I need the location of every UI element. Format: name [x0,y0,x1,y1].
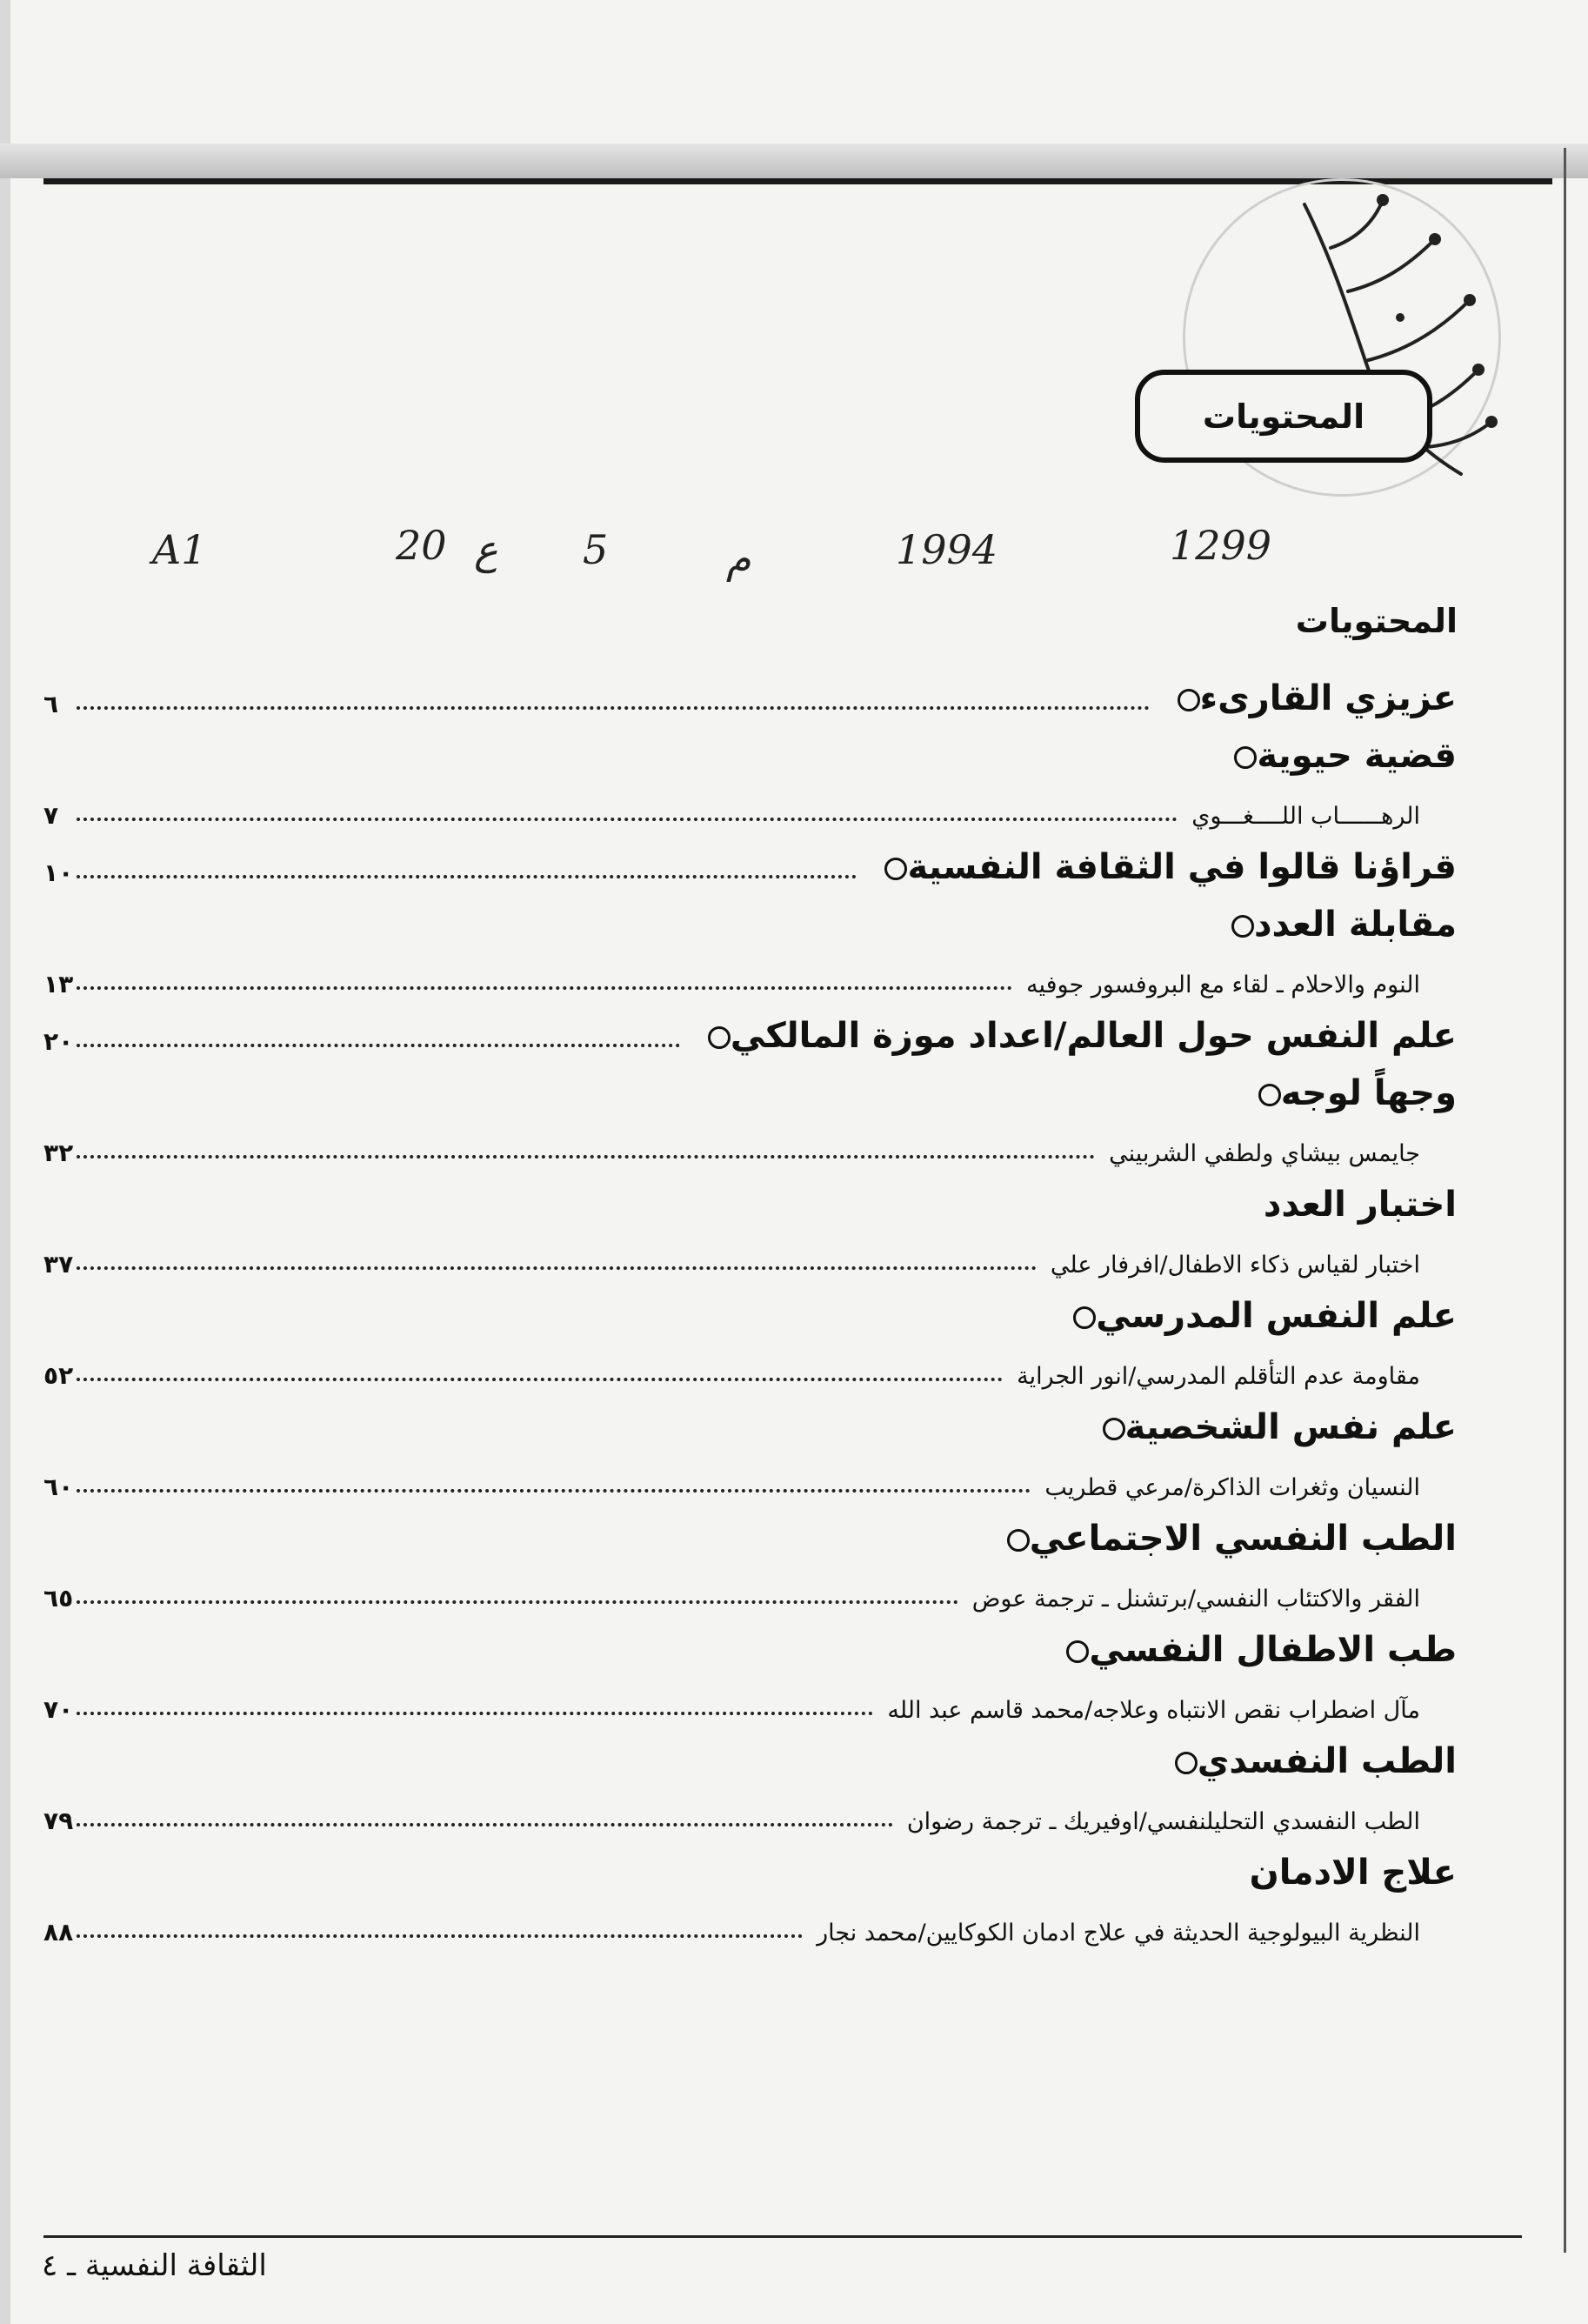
entry-label: جايمس بيشاي ولطفي الشربيني [1109,1140,1420,1167]
handwritten-letter: ع [474,526,498,573]
toc-category [43,1835,1457,1893]
toc-category [43,1167,1457,1225]
entry-label: الرهــــــاب اللــــغـــوي [1191,803,1420,830]
toc-article [43,1559,1457,1613]
entry-label: الطب النفسدي [1197,1741,1457,1781]
page-number: ٨٨ [43,1918,74,1947]
toc-category [43,887,1457,945]
category-title [694,1016,1457,1056]
dot-leader [77,1933,803,1938]
dot-leader [77,1822,893,1826]
article-title [887,1697,1420,1724]
circle-bullet-icon [1258,1084,1281,1106]
toc-article [43,1225,1457,1279]
category-title [1161,1741,1457,1781]
page-number: ٦ [43,690,59,718]
toc-article [43,1670,1457,1724]
toc-article [43,776,1457,830]
page-number: ٣٢ [43,1139,74,1167]
entry-label: عزيزي القارىء [1199,678,1457,718]
entry-label: وجهاً لوجه [1280,1073,1457,1113]
entry-label: علم نفس الشخصية [1124,1407,1457,1447]
handwritten-month: م [726,535,751,582]
dot-leader [77,1711,873,1715]
page-number: ٥٢ [43,1361,74,1390]
entry-label: النسيان وثغرات الذاكرة/مرعي قطريب [1044,1474,1420,1501]
page-footer: الثقافة النفسية ـ ٤ [42,2248,267,2283]
toc-category [43,998,1457,1056]
entry-label: علم النفس حول العالم/اعداد موزة المالكي [730,1016,1457,1056]
handwritten-year: 1994 [896,526,998,573]
page-number: ٧ [43,801,59,830]
category-title [1052,1630,1457,1670]
article-title [1017,1363,1420,1390]
article-title [1191,803,1420,830]
entry-label: الطب النفسدي التحليلنفسي/اوفيريك ـ ترجمة رضوان [906,1808,1420,1835]
toc-category [43,1613,1457,1670]
dot-leader [77,1266,1037,1270]
contents-box-title: المحتويات [1202,397,1365,436]
entry-label: علم النفس المدرسي [1096,1296,1457,1336]
dot-leader [77,705,1150,710]
toc-article [43,945,1457,998]
entry-label: النظرية البيولوجية الحديثة في علاج ادمان الكوكايين/محمد نجار [817,1920,1420,1947]
entry-label: مآل اضطراب نقص الانتباه وعلاجه/محمد قاسم عبد الله [887,1697,1420,1724]
toc-category [43,718,1457,776]
circle-bullet-icon [884,858,907,880]
page-number: ١٣ [43,970,74,998]
entry-label: قضية حيوية [1257,736,1457,776]
article-title [1026,972,1420,998]
entry-label: النوم والاحلام ـ لقاء مع البروفسور جوفيه [1025,972,1420,998]
category-title [1264,1185,1457,1225]
page-number: ٧٠ [43,1695,74,1724]
category-title [1244,1073,1457,1113]
dot-leader [77,874,857,878]
entry-label: مقابلة العدد [1253,905,1457,945]
category-title [871,847,1457,887]
toc-category [43,661,1457,718]
toc-article [43,1113,1457,1167]
toc-category [43,1501,1457,1559]
toc-category [43,830,1457,887]
circle-bullet-icon [1178,689,1200,711]
entry-label: الطب النفسي الاجتماعي [1029,1519,1457,1559]
page-number: ٣٧ [43,1250,74,1279]
circle-bullet-icon [1175,1752,1198,1774]
footer-rule [43,2235,1522,2238]
right-rule [1564,148,1566,2253]
dot-leader [77,1154,1095,1159]
toc-article [43,1893,1457,1947]
dot-leader [77,1599,958,1604]
toc-article [43,1336,1457,1390]
entry-label: مقاومة عدم التأقلم المدرسي/انور الجراية [1017,1363,1420,1390]
entry-label: الفقر والاكتئاب النفسي/برتشنل ـ ترجمة عوض [971,1586,1420,1613]
entry-label: علاج الادمان [1249,1853,1457,1893]
table-of-contents [43,661,1457,1947]
circle-bullet-icon [1073,1306,1096,1329]
article-title [972,1586,1420,1613]
dot-leader [77,985,1012,990]
category-title [1220,736,1457,776]
handwritten-code: A1 [152,526,207,573]
article-title [1051,1252,1420,1279]
toc-article [43,1781,1457,1835]
dot-leader [77,817,1178,821]
page-number: ١٠ [43,858,74,887]
page-number: ٧٩ [43,1806,74,1835]
article-title [907,1808,1420,1835]
page-number: ٦٠ [43,1473,74,1501]
toc-category [43,1724,1457,1781]
circle-bullet-icon [708,1026,731,1049]
section-title: المحتويات [1295,602,1458,640]
page-number: ٢٠ [43,1027,74,1056]
circle-bullet-icon [1066,1640,1089,1663]
entry-label: اختبار العدد [1263,1185,1457,1225]
handwritten-number: 20 [396,522,447,569]
article-title [1109,1140,1420,1167]
handwritten-hijri: 1299 [1170,522,1272,569]
article-title [1044,1474,1420,1501]
entry-label: اختبار لقياس ذكاء الاطفال/افرفار علي [1050,1252,1420,1279]
page-number: ٦٥ [43,1584,74,1613]
dot-leader [77,1043,680,1047]
category-title [1218,905,1457,945]
toc-article [43,1447,1457,1501]
circle-bullet-icon [1234,746,1257,769]
circle-bullet-icon [1007,1529,1030,1552]
toc-category [43,1279,1457,1336]
article-title [817,1920,1420,1947]
category-title [993,1519,1457,1559]
entry-label: طب الاطفال النفسي [1089,1630,1457,1670]
category-title [1089,1407,1457,1447]
left-margin-shadow [0,0,10,2324]
dot-leader [77,1377,1003,1381]
toc-category [43,1056,1457,1113]
category-title [1164,678,1457,718]
top-gray-band [0,144,1588,178]
handwritten-digit: 5 [583,526,609,573]
dot-leader [77,1488,1031,1493]
entry-label: قراؤنا قالوا في الثقافة النفسية [907,847,1457,887]
contents-title-box [1135,370,1432,463]
toc-category [43,1390,1457,1447]
category-title [1059,1296,1457,1336]
circle-bullet-icon [1231,915,1254,938]
circle-bullet-icon [1103,1418,1125,1440]
category-title [1250,1853,1457,1893]
